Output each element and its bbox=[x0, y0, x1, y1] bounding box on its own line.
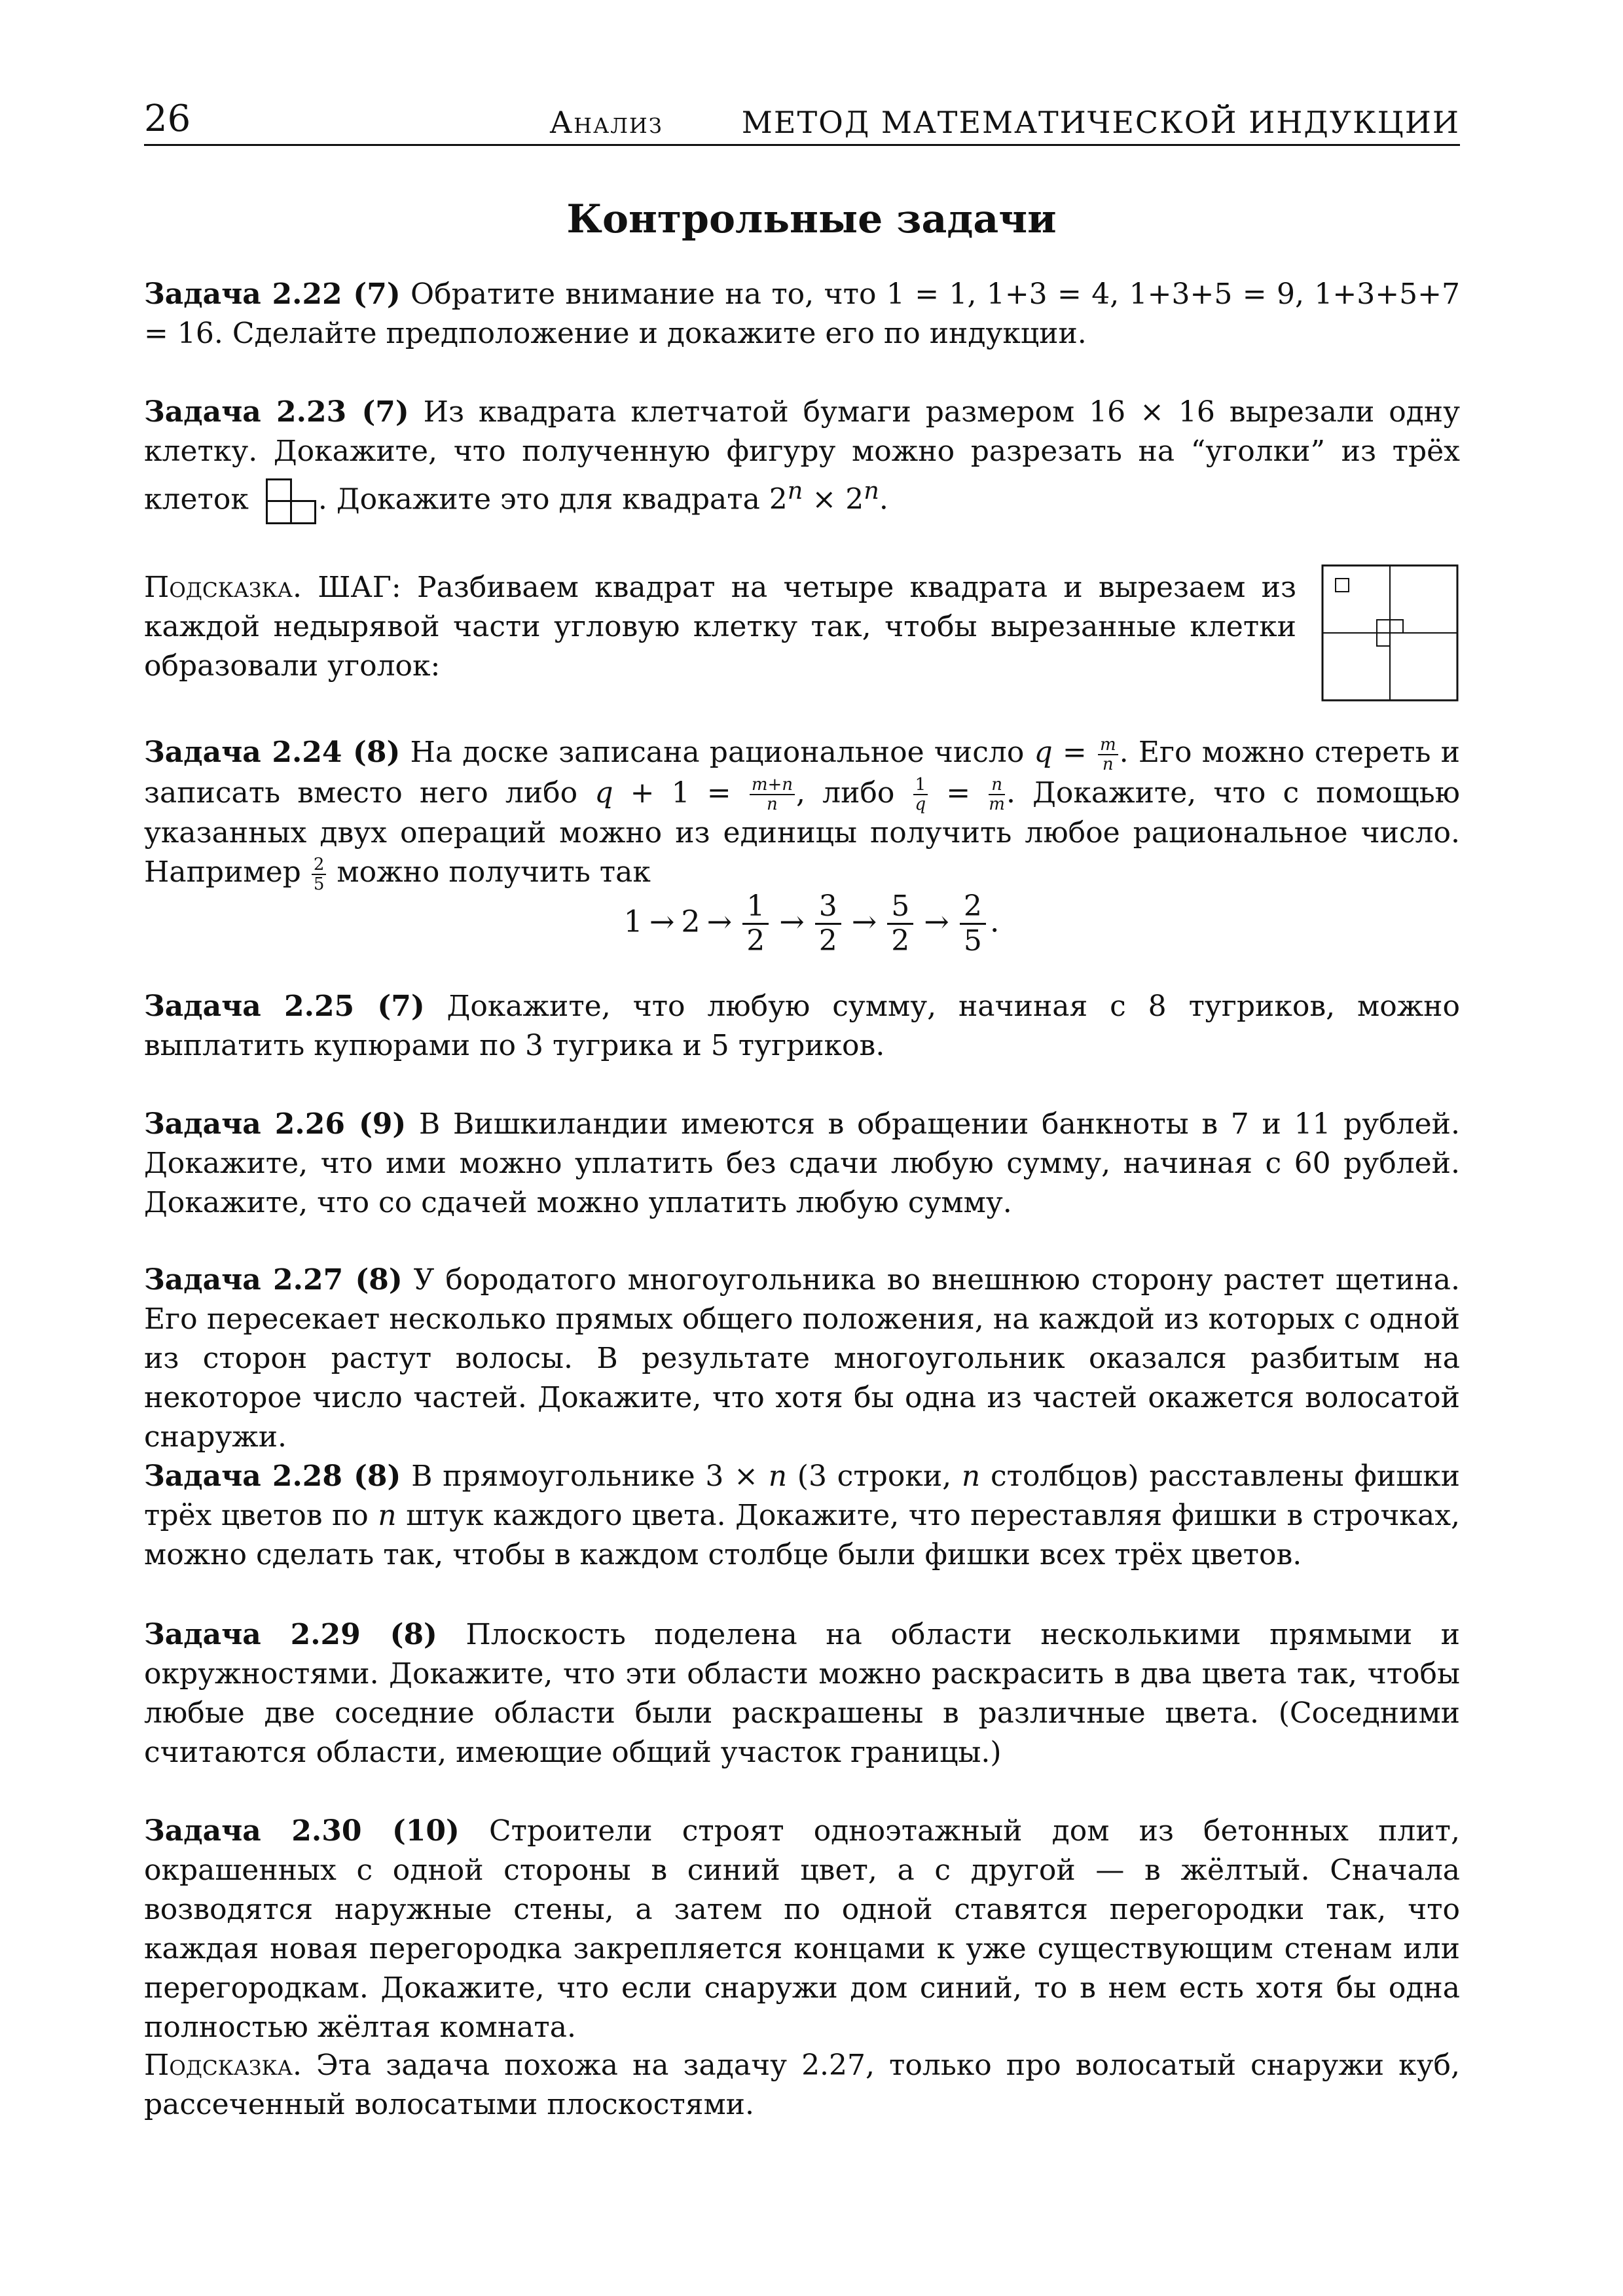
hint-label: Подсказка. bbox=[144, 571, 302, 604]
fraction-n-over-m: $\frac{n}{m}$ bbox=[989, 775, 1005, 814]
problem-label: Задача 2.25 (7) bbox=[144, 990, 425, 1023]
problem-text: Строители строят одноэтажный дом из бетонных плит, окрашенных с одной стороны в синий цвет, а с другой — в жёлтый. Сначала возводятся наружные стены, а затем по одной ставятся перегородки так, что каждая новая перегородка закрепляется концами к уже существующим стенам или перегородкам. Докажите, что если снаружи дом синий, то в нем есть хотя бы одна полностью жёлтая комната. bbox=[144, 1814, 1460, 2044]
problem-2-30 bbox=[144, 1812, 1460, 2047]
corner-cell-tl bbox=[1377, 620, 1390, 633]
problem-2-29 bbox=[144, 1615, 1460, 1772]
removed-cell bbox=[1336, 579, 1349, 592]
problem-label: Задача 2.29 (8) bbox=[144, 1618, 437, 1651]
hint-2-30 bbox=[144, 2046, 1460, 2125]
problem-2-23: Задача 2.23 (7) Из квадрата клетчатой бумаги размером 16 × 16 вырезали одну клетку. Докажите, что полученную фигуру можно разрезать на “уголки” из трёх клеток . Докажите это для квадрата $2^n \times 2^n$. bbox=[144, 393, 1460, 524]
problem-label: Задача 2.23 (7) bbox=[144, 395, 409, 429]
corner-cut-diagram bbox=[1321, 564, 1459, 702]
fraction-2-5: $\frac{2}{5}$ bbox=[960, 890, 986, 958]
corner-cell-bl bbox=[1377, 633, 1390, 646]
problem-label: Задача 2.27 (8) bbox=[144, 1263, 403, 1297]
problem-2-27 bbox=[144, 1261, 1460, 1457]
problem-label: Задача 2.26 (9) bbox=[144, 1107, 407, 1141]
problem-2-26 bbox=[144, 1105, 1460, 1223]
fraction-mn-over-n: $\frac{m+n}{n}$ bbox=[750, 776, 795, 814]
problem-text: Докажите, что любую сумму, начиная с 8 тугриков, можно выплатить купюрами по 3 тугрика и 5 тугриков. bbox=[144, 990, 1460, 1062]
problem-text: Плоскость поделена на области несколькими прямыми и окружностями. Докажите, что эти области можно раскрасить в два цвета так, чтобы любые две соседние области были раскрашены в различные цвета. (Соседними считаются области, имеющие общий участок границы.) bbox=[144, 1618, 1460, 1769]
problem-label: Задача 2.24 (8) bbox=[144, 736, 401, 769]
problem-label: Задача 2.28 (8) bbox=[144, 1460, 401, 1493]
fraction-1-over-q: $\frac{1}{q}$ bbox=[913, 776, 928, 814]
fraction-2-over-5: $\frac{2}{5}$ bbox=[312, 855, 327, 893]
fraction-1-2: $\frac{1}{2}$ bbox=[742, 890, 769, 958]
problem-2-28: Задача 2.28 (8) В прямоугольнике 3 × n (3 строки, n столбцов) расставлены фишки трёх цветов по n штук каждого цвета. Докажите, что переставляя фишки в строчках, можно сделать так, чтобы в каждом столбце были фишки всех трёх цветов. bbox=[144, 1460, 1460, 1571]
problem-text: Обратите внимание на то, что 1 = 1, 1+3 = 4, 1+3+5 = 9, 1+3+5+7 = 16. Сделайте предположение и докажите его по индукции. bbox=[144, 278, 1460, 350]
hint-text: Эта задача похожа на задачу 2.27, только про волосатый снаружи куб, рассеченный волосатыми плоскостями. bbox=[144, 2049, 1460, 2121]
problem-2-25 bbox=[144, 987, 1460, 1066]
problem-text: Из квадрата клетчатой бумаги размером 16 × 16 вырезали одну клетку. Докажите, что полученную фигуру можно разрезать на “уголки” из трёх клеток bbox=[144, 395, 1460, 516]
fraction-3-2: $\frac{3}{2}$ bbox=[815, 890, 841, 958]
hint-2-23 bbox=[144, 568, 1296, 686]
problem-text: У бородатого многоугольника во внешнюю сторону растет щетина. Его пересекает несколько прямых общего положения, на каждой из которых с одной из сторон растут волосы. В результате многоугольник оказался разбитым на некоторое число частей. Докажите, что хотя бы одна из частей окажется волосатой снаружи. bbox=[144, 1263, 1460, 1454]
page-title: Контрольные задачи bbox=[566, 196, 1057, 242]
corner-tile-icon bbox=[266, 478, 318, 524]
fraction-5-2: $\frac{5}{2}$ bbox=[887, 890, 913, 958]
problem-text-continued: Докажите это для квадрата 2 bbox=[336, 482, 788, 516]
hint-label: Подсказка. bbox=[144, 2049, 302, 2082]
corner-cell-tr bbox=[1390, 620, 1403, 633]
page-header bbox=[144, 98, 1460, 146]
hint-text: ШАГ: Разбиваем квадрат на четыре квадрата и вырезаем из каждой недырявой части угловую клетку так, чтобы вырезанные клетки образовали уголок: bbox=[144, 571, 1296, 683]
chapter-title: МЕТОД МАТЕМАТИЧЕСКОЙ ИНДУКЦИИ bbox=[741, 105, 1460, 140]
example-chain-formula: 1 → 2 → $\frac{1}{2}$ → $\frac{3}{2}$ → $\frac{5}{2}$ → $\frac{2}{5}$ . bbox=[623, 889, 1000, 958]
problem-text: В Вишкиландии имеются в обращении банкноты в 7 и 11 рублей. Докажите, что ими можно уплатить без сдачи любую сумму, начиная с 60 рублей. Докажите, что со сдачей можно уплатить любую сумму. bbox=[144, 1107, 1460, 1219]
problem-2-22 bbox=[144, 275, 1460, 353]
fraction-m-over-n: $\frac{m}{n}$ bbox=[1098, 736, 1118, 774]
section-name: Анализ bbox=[549, 105, 663, 140]
problem-label: Задача 2.22 (7) bbox=[144, 278, 401, 311]
problem-label: Задача 2.30 (10) bbox=[144, 1814, 460, 1848]
running-title bbox=[549, 105, 1460, 140]
problem-2-24: Задача 2.24 (8) На доске записана рациональное число q = $\frac{m}{n}$ . Его можно стереть и записать вместо него либо q + 1 = $\frac{m+n}{n}$ , либо $\frac{1}{q}$ = $\frac{n}{m}$ . Докажите, что с помощью указанных двух операций можно из единицы получить любое рациональное число. Например $\frac{2}{5}$ можно получить так bbox=[144, 734, 1460, 894]
page-number: 26 bbox=[144, 98, 191, 140]
